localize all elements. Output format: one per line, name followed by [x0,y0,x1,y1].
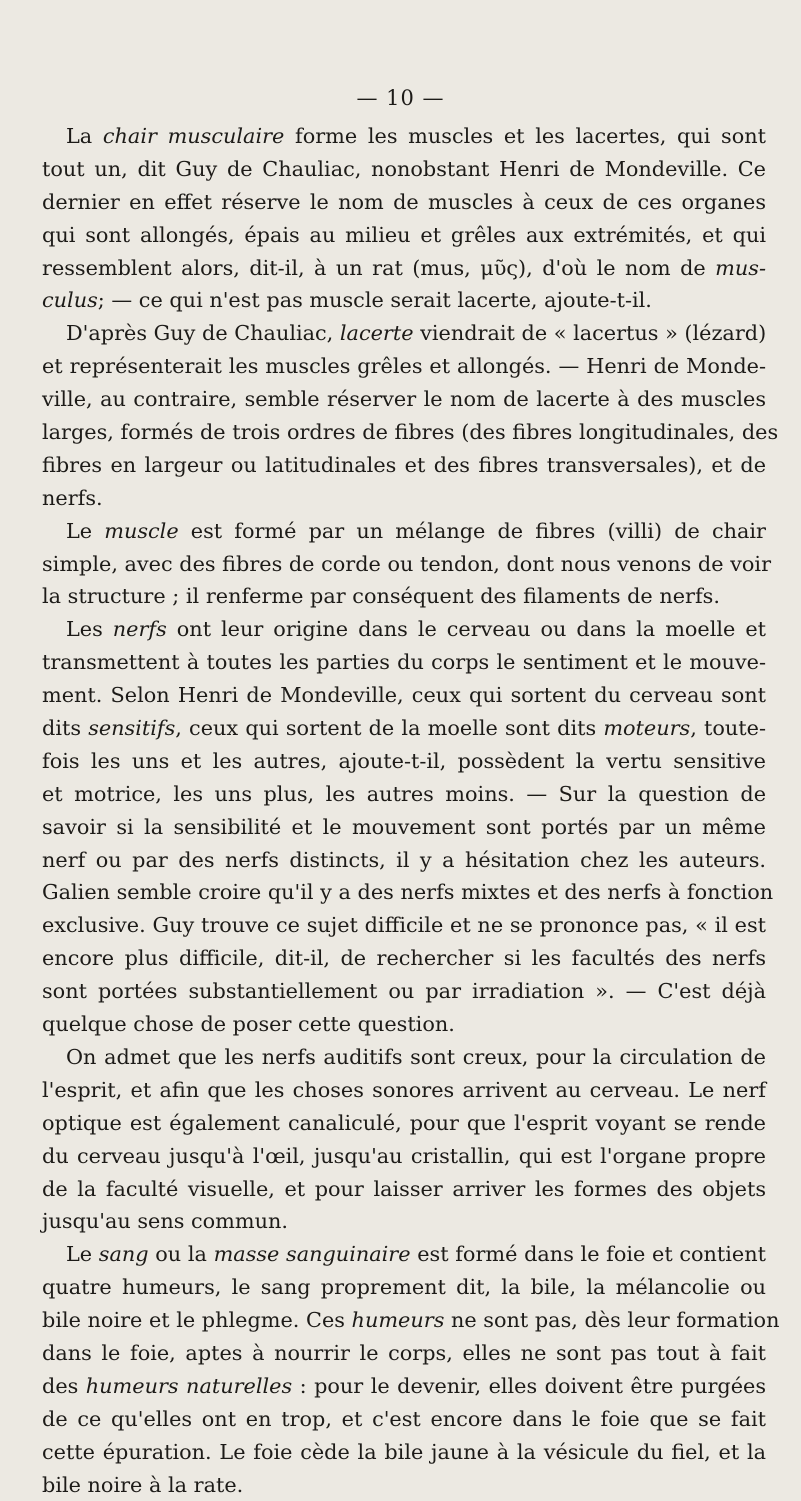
text-line [42,975,766,1008]
text-run: D'après Guy de Chauliac, [66,321,340,346]
text-run: , toute- [690,716,766,741]
italic-term: muscle [104,518,179,543]
text-run: des [42,1373,86,1398]
text-run: bile noire et le phlegme. Ces [42,1308,352,1333]
text-run: sont portées substantiellement ou par irradiation ». — C'est déjà [42,979,766,1004]
italic-term: nerfs [112,617,167,642]
italic-term: chair musculaire [102,124,285,148]
italic-term: mus- [715,255,766,280]
text-line [42,1469,766,1501]
italic-term: culus [42,288,98,313]
text-line [42,1238,766,1271]
text-line [42,252,766,285]
text-line [42,120,766,153]
text-run: Le [66,1242,99,1267]
text-run: exclusive. Guy trouve ce sujet difficile et ne se prononce pas, « il est [42,913,766,938]
page-number: — 10 — [356,86,445,110]
text-line [42,909,766,942]
text-line [42,580,766,613]
text-run: dernier en effet réserve le nom de muscles à ceux de ces organes [42,189,766,214]
text-run: On admet que les nerfs auditifs sont creux, pour la circulation de [66,1044,766,1069]
text-run: dans le foie, aptes à nourrir le corps, elles ne sont pas tout à fait [42,1340,766,1365]
text-run: ressemblent alors, dit-il, à un rat (mus, μῦς), d'où le nom de [42,255,716,280]
text-run: du cerveau jusqu'à l'œil, jusqu'au cristallin, qui est l'organe propre [42,1143,766,1168]
text-run: viendrait de « lacertus » (lézard) [413,321,767,346]
text-run: et motrice, les uns plus, les autres moins. — Sur la question de [42,781,766,806]
text-run: savoir si la sensibilité et le mouvement sont portés par un même [42,814,766,839]
text-line [42,1140,766,1173]
text-run: transmettent à toutes les parties du corps le sentiment et le mouve- [42,650,766,675]
italic-term: lacerte [339,321,414,346]
text-line [42,712,766,745]
text-run: ou la [148,1242,214,1267]
text-run: fibres en largeur ou latitudinales et des fibres transversales), et de [42,452,766,477]
text-run: forme les muscles et les lacertes, qui sont [284,124,766,148]
text-run: fois les uns et les autres, ajoute-t-il, possèdent la vertu sensitive [42,748,766,773]
text-line [42,844,766,877]
italic-term: humeurs [351,1308,445,1333]
italic-term: moteurs [603,716,691,741]
text-run: l'esprit, et afin que les choses sonores arrivent au cerveau. Le nerf [42,1077,766,1102]
text-run: Galien semble croire qu'il y a des nerfs mixtes et des nerfs à fonction [42,880,774,905]
text-line [42,1370,766,1403]
text-line [42,350,766,383]
text-run: simple, avec des fibres de corde ou tendon, dont nous venons de voir [42,551,772,576]
text-line [42,416,779,449]
text-line [42,811,766,844]
text-run: ; — ce qui n'est pas muscle serait lacerte, ajoute-t-il. [97,288,652,313]
text-line [42,153,766,186]
text-line [42,482,766,515]
text-run: larges, formés de trois ordres de fibres (des fibres longitudinales, des [42,420,779,445]
text-run: est formé dans le foie et contient [410,1242,766,1267]
text-run: , ceux qui sortent de la moelle sont dits [175,716,604,741]
text-line [42,1041,766,1074]
text-line [42,449,766,482]
text-line [42,515,766,548]
text-line [42,284,766,317]
text-run: Les [66,617,113,642]
text-run: dits [42,716,89,741]
italic-term: sang [98,1242,149,1267]
text-line [42,548,772,581]
text-line [42,1436,766,1469]
text-line [42,942,766,975]
text-line [42,745,766,778]
text-line [42,1074,766,1107]
italic-term: humeurs naturelles [85,1373,293,1398]
italic-term: masse sanguinaire [213,1242,411,1267]
text-line [42,1205,766,1238]
text-run: est formé par un mélange de fibres (villi) de chair [178,518,766,543]
text-run: et représenterait les muscles grêles et allongés. — Henri de Monde- [42,354,766,379]
text-line [42,613,766,646]
text-run: La [66,124,103,148]
text-run: encore plus difficile, dit-il, de rechercher si les facultés des nerfs [42,946,766,971]
text-run: jusqu'au sens commun. [42,1209,289,1234]
text-line [42,679,766,712]
text-run: de la faculté visuelle, et pour laisser arriver les formes des objets [42,1176,766,1201]
body-text [42,120,780,1501]
text-line [42,1337,766,1370]
text-run: bile noire à la rate. [42,1472,244,1497]
text-run: de ce qu'elles ont en trop, et c'est encore dans le foie que se fait [42,1406,766,1431]
text-run: ne sont pas, dès leur formation [444,1308,780,1333]
text-line [42,1008,766,1041]
text-line [42,778,766,811]
text-run: cette épuration. Le foie cède la bile jaune à la vésicule du fiel, et la [42,1439,766,1464]
text-line [42,1107,766,1140]
text-run: la structure ; il renferme par conséquent des filaments de nerfs. [42,584,720,609]
text-line [42,646,766,679]
text-run: ville, au contraire, semble réserver le nom de lacerte à des muscles [42,387,766,412]
text-run: ment. Selon Henri de Mondeville, ceux qui sortent du cerveau sont [42,683,766,708]
italic-term: sensitifs [88,716,176,741]
text-line [42,219,766,252]
text-run: Le [66,518,105,543]
text-line [42,383,766,416]
text-line [42,876,774,909]
text-line [42,1271,766,1304]
text-line [42,186,766,219]
text-run: nerf ou par des nerfs distincts, il y a hésitation chez les auteurs. [42,847,766,872]
text-run: quatre humeurs, le sang proprement dit, la bile, la mélancolie ou [42,1275,766,1300]
text-run: optique est également canaliculé, pour que l'esprit voyant se rende [42,1110,766,1135]
text-line [42,317,766,350]
text-line [42,1173,766,1206]
text-run: : pour le devenir, elles doivent être purgées [292,1373,767,1398]
text-run: quelque chose de poser cette question. [42,1012,455,1037]
text-run: tout un, dit Guy de Chauliac, nonobstant Henri de Mondeville. Ce [42,156,766,181]
text-line [42,1403,766,1436]
text-run: ont leur origine dans le cerveau ou dans la moelle et [166,617,766,642]
text-line [42,1304,780,1337]
text-run: nerfs. [42,485,103,510]
text-run: qui sont allongés, épais au milieu et grêles aux extrémités, et qui [42,222,766,247]
